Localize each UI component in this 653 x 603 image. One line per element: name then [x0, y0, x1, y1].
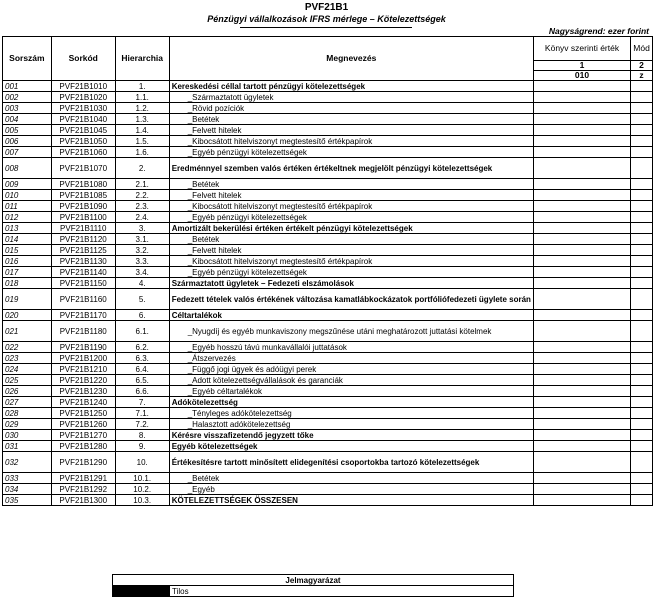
- row-sorszam: 001: [3, 81, 52, 92]
- row-sorkod: PVF21B1100: [51, 212, 115, 223]
- row-sorszam: 019: [3, 289, 52, 310]
- row-sorszam: 025: [3, 375, 52, 386]
- value-input-cell[interactable]: [533, 310, 630, 321]
- col-code-mod: z: [631, 71, 653, 81]
- row-hierarchia: 6.2.: [115, 342, 169, 353]
- row-sorkod: PVF21B1150: [51, 278, 115, 289]
- row-sorkod: PVF21B1045: [51, 125, 115, 136]
- mode-input-cell[interactable]: [631, 179, 653, 190]
- value-input-cell[interactable]: [533, 408, 630, 419]
- row-megnevezes: _Halasztott adókötelezettség: [169, 419, 533, 430]
- table-row: [3, 321, 653, 342]
- row-sorszam: 011: [3, 201, 52, 212]
- row-megnevezes: _Nyugdíj és egyéb munkaviszony megszűnése utáni meghatározott juttatási kötelmek: [169, 321, 533, 342]
- row-megnevezes: _Egyéb hosszú távú munkavállalói juttatások: [169, 342, 533, 353]
- value-input-cell[interactable]: [533, 158, 630, 179]
- row-sorszam: 002: [3, 92, 52, 103]
- mode-input-cell[interactable]: [631, 289, 653, 310]
- subtitle-underline: [240, 27, 412, 28]
- table-row: [3, 353, 653, 364]
- row-hierarchia: 6.: [115, 310, 169, 321]
- row-hierarchia: 1.2.: [115, 103, 169, 114]
- row-hierarchia: 3.1.: [115, 234, 169, 245]
- row-hierarchia: 6.5.: [115, 375, 169, 386]
- row-megnevezes: Eredménnyel szemben valós értéken értékeltnek megjelölt pénzügyi kötelezettségek: [169, 158, 533, 179]
- row-megnevezes: _Származtatott ügyletek: [169, 92, 533, 103]
- row-megnevezes: _Kibocsátott hitelviszonyt megtestesítő értékpapírok: [169, 256, 533, 267]
- row-hierarchia: 5.: [115, 289, 169, 310]
- row-megnevezes: Kérésre visszafizetendő jegyzett tőke: [169, 430, 533, 441]
- table-row: [3, 103, 653, 114]
- row-megnevezes: _Felvett hitelek: [169, 190, 533, 201]
- table-row: [3, 289, 653, 310]
- row-hierarchia: 7.1.: [115, 408, 169, 419]
- form-subtitle: Pénzügyi vállalkozások IFRS mérlege – Kötelezettségek: [207, 14, 446, 24]
- row-sorszam: 004: [3, 114, 52, 125]
- table-row: [3, 386, 653, 397]
- table-row: [3, 245, 653, 256]
- value-input-cell[interactable]: [533, 473, 630, 484]
- row-sorkod: PVF21B1090: [51, 201, 115, 212]
- row-hierarchia: 9.: [115, 441, 169, 452]
- row-megnevezes: Kereskedési céllal tartott pénzügyi kötelezettségek: [169, 81, 533, 92]
- row-sorszam: 013: [3, 223, 52, 234]
- mode-input-cell[interactable]: [631, 245, 653, 256]
- value-input-cell[interactable]: [533, 484, 630, 495]
- col-header-konyv: Könyv szerinti érték: [533, 37, 630, 61]
- mode-input-cell[interactable]: [631, 441, 653, 452]
- row-hierarchia: 3.4.: [115, 267, 169, 278]
- mode-input-cell[interactable]: [631, 114, 653, 125]
- row-sorkod: PVF21B1080: [51, 179, 115, 190]
- row-hierarchia: 6.1.: [115, 321, 169, 342]
- row-sorkod: PVF21B1085: [51, 190, 115, 201]
- row-megnevezes: Fedezett tételek valós értékének változása kamatlábkockázatok portfóliófedezeti ügylete során: [169, 289, 533, 310]
- row-sorkod: PVF21B1140: [51, 267, 115, 278]
- table-row: [3, 342, 653, 353]
- row-hierarchia: 1.6.: [115, 147, 169, 158]
- value-input-cell[interactable]: [533, 342, 630, 353]
- row-sorszam: 007: [3, 147, 52, 158]
- row-sorkod: PVF21B1220: [51, 375, 115, 386]
- value-input-cell[interactable]: [533, 375, 630, 386]
- row-hierarchia: 6.6.: [115, 386, 169, 397]
- row-sorkod: PVF21B1290: [51, 452, 115, 473]
- mode-input-cell[interactable]: [631, 81, 653, 92]
- row-sorkod: PVF21B1230: [51, 386, 115, 397]
- table-row: [3, 158, 653, 179]
- mode-input-cell[interactable]: [631, 375, 653, 386]
- mode-input-cell[interactable]: [631, 484, 653, 495]
- row-sorkod: PVF21B1270: [51, 430, 115, 441]
- row-sorkod: PVF21B1060: [51, 147, 115, 158]
- table-row: [3, 419, 653, 430]
- value-input-cell[interactable]: [533, 147, 630, 158]
- row-hierarchia: 10.: [115, 452, 169, 473]
- row-sorszam: 027: [3, 397, 52, 408]
- row-sorkod: PVF21B1120: [51, 234, 115, 245]
- row-sorszam: 031: [3, 441, 52, 452]
- row-megnevezes: _Felvett hitelek: [169, 125, 533, 136]
- value-input-cell[interactable]: [533, 452, 630, 473]
- row-megnevezes: KÖTELEZETTSÉGEK ÖSSZESEN: [169, 495, 533, 506]
- row-hierarchia: 4.: [115, 278, 169, 289]
- table-row: [3, 408, 653, 419]
- legend-title: Jelmagyarázat: [113, 575, 514, 586]
- legend-table: [112, 574, 514, 597]
- row-sorszam: 008: [3, 158, 52, 179]
- row-hierarchia: 1.4.: [115, 125, 169, 136]
- row-hierarchia: 3.2.: [115, 245, 169, 256]
- row-sorszam: 026: [3, 386, 52, 397]
- row-sorkod: PVF21B1250: [51, 408, 115, 419]
- row-megnevezes: _Egyéb: [169, 484, 533, 495]
- value-input-cell[interactable]: [533, 190, 630, 201]
- value-input-cell[interactable]: [533, 386, 630, 397]
- row-sorkod: PVF21B1160: [51, 289, 115, 310]
- value-input-cell[interactable]: [533, 397, 630, 408]
- row-sorszam: 022: [3, 342, 52, 353]
- table-row: [3, 223, 653, 234]
- row-hierarchia: 2.: [115, 158, 169, 179]
- value-input-cell[interactable]: [533, 430, 630, 441]
- mode-input-cell[interactable]: [631, 353, 653, 364]
- mode-input-cell[interactable]: [631, 147, 653, 158]
- value-input-cell[interactable]: [533, 136, 630, 147]
- col-header-megnevezes: Megnevezés: [169, 37, 533, 81]
- row-sorszam: 014: [3, 234, 52, 245]
- row-sorkod: PVF21B1010: [51, 81, 115, 92]
- row-megnevezes: Amortizált bekerülési értéken értékelt pénzügyi kötelezettségek: [169, 223, 533, 234]
- mode-input-cell[interactable]: [631, 256, 653, 267]
- mode-input-cell[interactable]: [631, 92, 653, 103]
- mode-input-cell[interactable]: [631, 278, 653, 289]
- value-input-cell[interactable]: [533, 495, 630, 506]
- row-sorkod: PVF21B1260: [51, 419, 115, 430]
- row-megnevezes: Egyéb kötelezettségek: [169, 441, 533, 452]
- row-sorszam: 029: [3, 419, 52, 430]
- row-sorkod: PVF21B1300: [51, 495, 115, 506]
- table-row: [3, 190, 653, 201]
- row-sorszam: 035: [3, 495, 52, 506]
- row-sorkod: PVF21B1040: [51, 114, 115, 125]
- col-header-mod: Mód: [631, 37, 653, 61]
- value-input-cell[interactable]: [533, 234, 630, 245]
- row-sorkod: PVF21B1180: [51, 321, 115, 342]
- row-hierarchia: 10.1.: [115, 473, 169, 484]
- table-row: [3, 136, 653, 147]
- value-input-cell[interactable]: [533, 125, 630, 136]
- row-hierarchia: 2.2.: [115, 190, 169, 201]
- row-sorszam: 021: [3, 321, 52, 342]
- table-row: [3, 441, 653, 452]
- row-megnevezes: _Rövid pozíciók: [169, 103, 533, 114]
- row-hierarchia: 1.3.: [115, 114, 169, 125]
- row-sorszam: 012: [3, 212, 52, 223]
- row-hierarchia: 1.5.: [115, 136, 169, 147]
- row-sorkod: PVF21B1292: [51, 484, 115, 495]
- row-sorkod: PVF21B1110: [51, 223, 115, 234]
- table-row: [3, 452, 653, 473]
- legend-item-label: Tilos: [170, 586, 514, 597]
- mode-input-cell[interactable]: [631, 136, 653, 147]
- value-input-cell[interactable]: [533, 267, 630, 278]
- mode-input-cell[interactable]: [631, 430, 653, 441]
- row-sorszam: 015: [3, 245, 52, 256]
- row-hierarchia: 8.: [115, 430, 169, 441]
- row-megnevezes: _Betétek: [169, 473, 533, 484]
- row-hierarchia: 2.3.: [115, 201, 169, 212]
- row-megnevezes: Származtatott ügyletek – Fedezeti elszámolások: [169, 278, 533, 289]
- mode-input-cell[interactable]: [631, 408, 653, 419]
- col-number-mod: 2: [631, 61, 653, 71]
- mode-input-cell[interactable]: [631, 321, 653, 342]
- mode-input-cell[interactable]: [631, 125, 653, 136]
- row-sorkod: PVF21B1190: [51, 342, 115, 353]
- row-hierarchia: 2.4.: [115, 212, 169, 223]
- col-header-sorszam: Sorszám: [3, 37, 52, 81]
- mode-input-cell[interactable]: [631, 310, 653, 321]
- row-megnevezes: _Tényleges adókötelezettség: [169, 408, 533, 419]
- value-input-cell[interactable]: [533, 353, 630, 364]
- table-row: [3, 256, 653, 267]
- row-megnevezes: _Kibocsátott hitelviszonyt megtestesítő értékpapírok: [169, 136, 533, 147]
- unit-label: Nagyságrend: ezer forint: [548, 26, 649, 36]
- row-hierarchia: 7.2.: [115, 419, 169, 430]
- col-code-konyv: 010: [533, 71, 630, 81]
- row-hierarchia: 6.3.: [115, 353, 169, 364]
- row-megnevezes: _Egyéb céltartalékok: [169, 386, 533, 397]
- row-megnevezes: _Átszervezés: [169, 353, 533, 364]
- row-megnevezes: Adókötelezettség: [169, 397, 533, 408]
- row-sorkod: PVF21B1200: [51, 353, 115, 364]
- row-sorkod: PVF21B1240: [51, 397, 115, 408]
- table-row: [3, 267, 653, 278]
- table-row: [3, 81, 653, 92]
- row-sorszam: 005: [3, 125, 52, 136]
- row-megnevezes: _Felvett hitelek: [169, 245, 533, 256]
- mode-input-cell[interactable]: [631, 473, 653, 484]
- row-hierarchia: 10.2.: [115, 484, 169, 495]
- mode-input-cell[interactable]: [631, 419, 653, 430]
- mode-input-cell[interactable]: [631, 267, 653, 278]
- row-megnevezes: _Függő jogi ügyek és adóügyi perek: [169, 364, 533, 375]
- row-megnevezes: _Egyéb pénzügyi kötelezettségek: [169, 147, 533, 158]
- value-input-cell[interactable]: [533, 419, 630, 430]
- row-sorkod: PVF21B1125: [51, 245, 115, 256]
- row-megnevezes: Céltartalékok: [169, 310, 533, 321]
- col-header-sorkod: Sorkód: [51, 37, 115, 81]
- col-header-hierarchia: Hierarchia: [115, 37, 169, 81]
- table-row: [3, 212, 653, 223]
- row-sorkod: PVF21B1280: [51, 441, 115, 452]
- row-sorkod: PVF21B1070: [51, 158, 115, 179]
- value-input-cell[interactable]: [533, 223, 630, 234]
- table-row: [3, 430, 653, 441]
- row-sorszam: 017: [3, 267, 52, 278]
- row-sorszam: 006: [3, 136, 52, 147]
- value-input-cell[interactable]: [533, 256, 630, 267]
- mode-input-cell[interactable]: [631, 397, 653, 408]
- balance-sheet-table: [2, 36, 653, 506]
- value-input-cell[interactable]: [533, 289, 630, 310]
- row-sorszam: 033: [3, 473, 52, 484]
- form-code-title: PVF21B1: [304, 2, 349, 13]
- row-sorszam: 034: [3, 484, 52, 495]
- row-sorszam: 028: [3, 408, 52, 419]
- table-row: [3, 147, 653, 158]
- row-sorszam: 024: [3, 364, 52, 375]
- row-hierarchia: 7.: [115, 397, 169, 408]
- table-body: [3, 81, 653, 506]
- row-megnevezes: _Adott kötelezettségvállalások és garanciák: [169, 375, 533, 386]
- value-input-cell[interactable]: [533, 278, 630, 289]
- value-input-cell[interactable]: [533, 92, 630, 103]
- row-hierarchia: 2.1.: [115, 179, 169, 190]
- mode-input-cell[interactable]: [631, 495, 653, 506]
- mode-input-cell[interactable]: [631, 452, 653, 473]
- table-row: [3, 278, 653, 289]
- row-sorkod: PVF21B1170: [51, 310, 115, 321]
- row-hierarchia: 3.: [115, 223, 169, 234]
- value-input-cell[interactable]: [533, 441, 630, 452]
- mode-input-cell[interactable]: [631, 364, 653, 375]
- row-megnevezes: _Betétek: [169, 234, 533, 245]
- mode-input-cell[interactable]: [631, 212, 653, 223]
- row-sorszam: 020: [3, 310, 52, 321]
- mode-input-cell[interactable]: [631, 201, 653, 212]
- value-input-cell[interactable]: [533, 114, 630, 125]
- row-megnevezes: _Egyéb pénzügyi kötelezettségek: [169, 212, 533, 223]
- table-row: [3, 484, 653, 495]
- row-sorkod: PVF21B1030: [51, 103, 115, 114]
- row-sorszam: 009: [3, 179, 52, 190]
- table-row: [3, 375, 653, 386]
- row-sorkod: PVF21B1050: [51, 136, 115, 147]
- value-input-cell[interactable]: [533, 81, 630, 92]
- value-input-cell[interactable]: [533, 201, 630, 212]
- value-input-cell[interactable]: [533, 364, 630, 375]
- mode-input-cell[interactable]: [631, 190, 653, 201]
- row-sorkod: PVF21B1291: [51, 473, 115, 484]
- row-sorszam: 032: [3, 452, 52, 473]
- row-sorkod: PVF21B1130: [51, 256, 115, 267]
- mode-input-cell[interactable]: [631, 223, 653, 234]
- value-input-cell[interactable]: [533, 321, 630, 342]
- row-hierarchia: 3.3.: [115, 256, 169, 267]
- value-input-cell[interactable]: [533, 212, 630, 223]
- table-row: [3, 114, 653, 125]
- row-hierarchia: 1.1.: [115, 92, 169, 103]
- row-megnevezes: _Betétek: [169, 179, 533, 190]
- table-row: [3, 364, 653, 375]
- table-row: [3, 310, 653, 321]
- row-hierarchia: 1.: [115, 81, 169, 92]
- row-sorszam: 003: [3, 103, 52, 114]
- table-row: [3, 179, 653, 190]
- row-megnevezes: Értékesítésre tartott minősített elidegenítési csoportokba tartozó kötelezettségek: [169, 452, 533, 473]
- table-row: [3, 495, 653, 506]
- table-row: [3, 397, 653, 408]
- row-sorszam: 018: [3, 278, 52, 289]
- row-sorkod: PVF21B1020: [51, 92, 115, 103]
- row-sorszam: 010: [3, 190, 52, 201]
- legend-swatch-black: [113, 586, 170, 597]
- row-sorszam: 023: [3, 353, 52, 364]
- table-row: [3, 92, 653, 103]
- table-row: [3, 234, 653, 245]
- mode-input-cell[interactable]: [631, 158, 653, 179]
- row-megnevezes: _Kibocsátott hitelviszonyt megtestesítő értékpapírok: [169, 201, 533, 212]
- table-row: [3, 473, 653, 484]
- value-input-cell[interactable]: [533, 179, 630, 190]
- row-hierarchia: 10.3.: [115, 495, 169, 506]
- col-number-konyv: 1: [533, 61, 630, 71]
- mode-input-cell[interactable]: [631, 103, 653, 114]
- mode-input-cell[interactable]: [631, 386, 653, 397]
- row-megnevezes: _Egyéb pénzügyi kötelezettségek: [169, 267, 533, 278]
- row-sorszam: 016: [3, 256, 52, 267]
- value-input-cell[interactable]: [533, 103, 630, 114]
- row-sorkod: PVF21B1210: [51, 364, 115, 375]
- table-row: [3, 201, 653, 212]
- row-hierarchia: 6.4.: [115, 364, 169, 375]
- mode-input-cell[interactable]: [631, 342, 653, 353]
- row-sorszam: 030: [3, 430, 52, 441]
- value-input-cell[interactable]: [533, 245, 630, 256]
- table-row: [3, 125, 653, 136]
- row-megnevezes: _Betétek: [169, 114, 533, 125]
- mode-input-cell[interactable]: [631, 234, 653, 245]
